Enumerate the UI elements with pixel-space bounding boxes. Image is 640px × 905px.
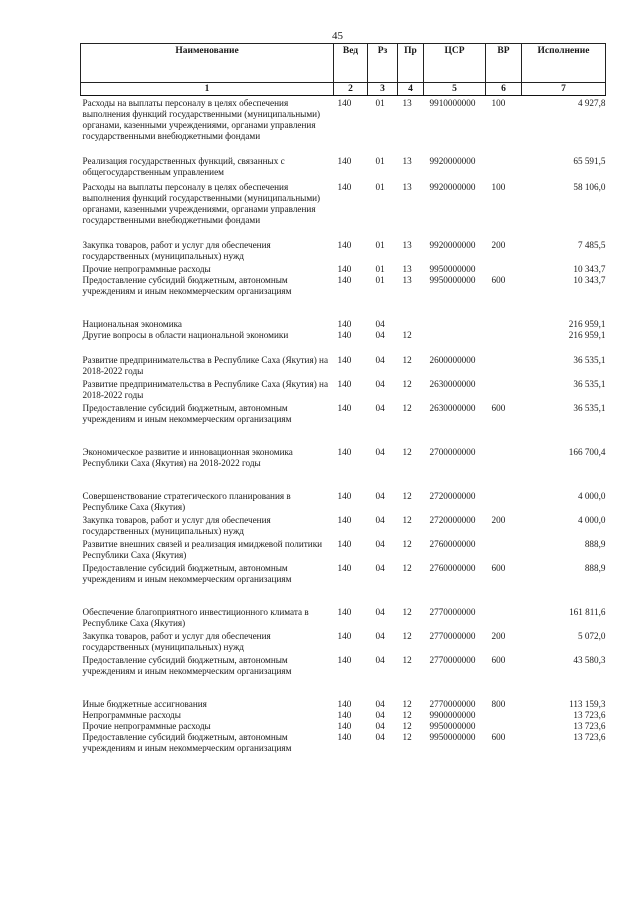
row-rz: 04: [375, 607, 385, 617]
row-csr: [424, 297, 486, 330]
row-vr: 600: [491, 732, 506, 742]
row-pr: 12: [402, 699, 412, 709]
row-csr: 9920000000: [429, 240, 476, 250]
table-row: [81, 297, 606, 330]
row-pr: 12: [402, 655, 412, 665]
row-pr: [398, 297, 424, 330]
column-index: 2: [334, 83, 368, 96]
row-vr: 600: [491, 275, 506, 285]
row-vr: [486, 142, 522, 178]
table-row: [81, 425, 606, 469]
row-amount: 4 000,0: [577, 491, 606, 501]
row-amount: 36 535,1: [573, 379, 606, 389]
row-ved: 140: [337, 491, 352, 501]
row-csr: 2600000000: [429, 355, 476, 365]
row-pr: 12: [402, 710, 412, 720]
table-row: [81, 653, 606, 677]
row-name: Развитие предпринимательства в Республике Саха (Якутия) на 2018-2022 годы: [82, 355, 329, 376]
row-name: Национальная экономика: [82, 319, 183, 329]
table-row: [81, 469, 606, 513]
row-ved: 140: [337, 319, 352, 329]
column-index: 1: [81, 83, 334, 96]
row-rz: 04: [375, 710, 385, 720]
row-ved: 140: [337, 182, 352, 192]
header-csr: ЦСР: [424, 44, 486, 83]
table-row: [81, 142, 606, 178]
row-ved: 140: [337, 607, 352, 617]
row-rz: 04: [375, 563, 385, 573]
row-ved: 140: [337, 732, 352, 742]
page-number-text: 45: [332, 30, 343, 42]
table-row: [81, 341, 606, 377]
row-pr: 12: [402, 447, 412, 457]
row-pr: 12: [402, 631, 412, 641]
row-name: Другие вопросы в области национальной экономики: [82, 330, 289, 340]
row-pr: 12: [402, 355, 412, 365]
row-rz: 04: [375, 515, 385, 525]
row-name: Закупка товаров, работ и услуг для обеспечения государственных (муниципальных) нужд: [82, 240, 271, 261]
row-csr: 2700000000: [429, 447, 476, 457]
table-row: [81, 710, 606, 721]
row-rz: 04: [375, 655, 385, 665]
row-vr: 200: [491, 631, 506, 641]
row-pr: 12: [402, 539, 412, 549]
row-pr: 12: [402, 491, 412, 501]
row-amount: 4 927,8: [577, 98, 606, 108]
row-ved: 140: [337, 98, 352, 108]
row-csr: 2630000000: [429, 403, 476, 413]
column-index: 3: [368, 83, 398, 96]
row-vr: 600: [491, 403, 506, 413]
row-vr: [486, 262, 522, 275]
row-rz: 01: [375, 275, 385, 285]
row-vr: 200: [491, 515, 506, 525]
row-pr: 12: [402, 403, 412, 413]
row-name: Расходы на выплаты персоналу в целях обеспечения выполнения функций государственными (муниципальными) органами, казенными учреждениями, органами управления государственными внебюджетными фондами: [82, 182, 321, 225]
row-pr: 13: [402, 264, 412, 274]
row-vr: [486, 377, 522, 401]
row-amount: 4 000,0: [577, 515, 606, 525]
row-rz: 01: [375, 264, 385, 274]
row-pr: 13: [402, 98, 412, 108]
row-rz: 04: [375, 319, 385, 329]
row-pr: 13: [402, 182, 412, 192]
header-ved: Вед: [334, 44, 368, 83]
row-name: Предоставление субсидий бюджетным, автономным учреждениям и иным некоммерческим организациям: [82, 403, 292, 424]
row-amount: 7 485,5: [577, 240, 606, 250]
row-amount: 65 591,5: [573, 156, 606, 166]
column-index-row: [81, 83, 606, 96]
row-vr: [486, 341, 522, 377]
page-number: [0, 30, 640, 42]
row-pr: 13: [402, 156, 412, 166]
row-rz: 01: [375, 240, 385, 250]
row-amount: 36 535,1: [573, 403, 606, 413]
row-name: Прочие непрограммные расходы: [82, 721, 211, 731]
row-vr: 100: [491, 98, 506, 108]
table-row: [81, 677, 606, 710]
row-csr: 2770000000: [429, 699, 476, 709]
column-index: 5: [424, 83, 486, 96]
row-ved: 140: [337, 539, 352, 549]
row-amount: 13 723,6: [573, 732, 606, 742]
header-pr: Пр: [398, 44, 424, 83]
row-vr: 100: [491, 182, 506, 192]
row-vr: 200: [491, 240, 506, 250]
row-vr: [486, 330, 522, 341]
row-vr: [486, 297, 522, 330]
row-name: Непрограммные расходы: [82, 710, 181, 720]
row-name: Реализация государственных функций, связанных с общегосударственным управлением: [82, 156, 285, 177]
row-csr: 2770000000: [429, 631, 476, 641]
row-rz: 04: [375, 631, 385, 641]
row-amount: 216 959,1: [568, 319, 606, 329]
row-ved: 140: [337, 515, 352, 525]
table-header: [81, 44, 606, 96]
row-ved: 140: [337, 631, 352, 641]
row-vr: [486, 710, 522, 721]
header-isp: Исполнение: [522, 44, 606, 83]
table-row: [81, 537, 606, 561]
table-row: [81, 96, 606, 143]
row-ved: 140: [337, 240, 352, 250]
row-name: Развитие предпринимательства в Республике Саха (Якутия) на 2018-2022 годы: [82, 379, 329, 400]
row-rz: 01: [375, 98, 385, 108]
row-csr: 9950000000: [429, 721, 476, 731]
row-amount: 5 072,0: [577, 631, 606, 641]
row-csr: 2760000000: [429, 539, 476, 549]
row-pr: 12: [402, 607, 412, 617]
row-vr: 600: [491, 563, 506, 573]
row-vr: [486, 721, 522, 732]
row-vr: [486, 425, 522, 469]
row-ved: 140: [337, 447, 352, 457]
header-vr: ВР: [486, 44, 522, 83]
row-amount: 888,9: [584, 563, 606, 573]
row-name: Экономическое развитие и инновационная экономика Республики Саха (Якутия) на 2018-2022 годы: [82, 447, 293, 468]
row-amount: 166 700,4: [568, 447, 606, 457]
column-index: 6: [486, 83, 522, 96]
table-row: [81, 377, 606, 401]
row-name: Прочие непрограммные расходы: [82, 264, 211, 274]
table-row: [81, 330, 606, 341]
row-pr: 12: [402, 721, 412, 731]
table-row: [81, 178, 606, 226]
row-ved: 140: [337, 355, 352, 365]
row-name: Развитие внешних связей и реализация имиджевой политики Республики Саха (Якутия): [82, 539, 323, 560]
row-pr: 12: [402, 732, 412, 742]
row-rz: 04: [375, 403, 385, 413]
table-row: [81, 401, 606, 425]
row-rz: 04: [375, 699, 385, 709]
row-ved: 140: [337, 330, 352, 340]
row-vr: [486, 585, 522, 629]
row-rz: 04: [375, 539, 385, 549]
row-pr: 12: [402, 515, 412, 525]
row-rz: 04: [375, 447, 385, 457]
table-row: [81, 561, 606, 585]
row-rz: 04: [375, 330, 385, 340]
row-amount: 113 159,3: [569, 699, 606, 709]
budget-table: [80, 43, 606, 754]
column-index: 7: [522, 83, 606, 96]
table-row: [81, 226, 606, 262]
row-rz: 04: [375, 379, 385, 389]
row-amount: 10 343,7: [573, 275, 606, 285]
row-rz: 01: [375, 156, 385, 166]
row-name: Закупка товаров, работ и услуг для обеспечения государственных (муниципальных) нужд: [82, 515, 271, 536]
row-csr: 2770000000: [429, 655, 476, 665]
row-csr: 9910000000: [429, 98, 476, 108]
table-row: [81, 721, 606, 732]
row-csr: 9900000000: [429, 710, 476, 720]
row-ved: 140: [337, 264, 352, 274]
table-row: [81, 629, 606, 653]
row-csr: 2630000000: [429, 379, 476, 389]
row-ved: 140: [337, 563, 352, 573]
row-csr: 9950000000: [429, 732, 476, 742]
table-body: [81, 96, 606, 755]
row-rz: 04: [375, 721, 385, 731]
row-amount: 10 343,7: [573, 264, 606, 274]
row-name: Предоставление субсидий бюджетным, автономным учреждениям и иным некоммерческим организациям: [82, 275, 292, 296]
table-row: [81, 262, 606, 275]
row-vr: [486, 537, 522, 561]
row-csr: 2720000000: [429, 491, 476, 501]
row-amount: 36 535,1: [573, 355, 606, 365]
row-name: Предоставление субсидий бюджетным, автономным учреждениям и иным некоммерческим организациям: [82, 732, 292, 753]
row-pr: 12: [402, 563, 412, 573]
row-pr: 13: [402, 240, 412, 250]
row-pr: 12: [402, 330, 412, 340]
row-name: Предоставление субсидий бюджетным, автономным учреждениям и иным некоммерческим организациям: [82, 655, 292, 676]
row-amount: 13 723,6: [573, 710, 606, 720]
table-row: [81, 732, 606, 754]
row-ved: 140: [337, 379, 352, 389]
row-name: Закупка товаров, работ и услуг для обеспечения государственных (муниципальных) нужд: [82, 631, 271, 652]
table-row: [81, 585, 606, 629]
row-vr: 600: [491, 655, 506, 665]
row-ved: 140: [337, 275, 352, 285]
row-rz: 04: [375, 355, 385, 365]
row-csr: 9920000000: [429, 182, 476, 192]
row-amount: 161 811,6: [569, 607, 606, 617]
row-vr: [486, 469, 522, 513]
row-ved: 140: [337, 403, 352, 413]
row-csr: [424, 330, 486, 341]
row-amount: 216 959,1: [568, 330, 606, 340]
row-amount: 43 580,3: [573, 655, 606, 665]
row-amount: 58 106,0: [573, 182, 606, 192]
row-ved: 140: [337, 721, 352, 731]
row-ved: 140: [337, 710, 352, 720]
row-pr: 12: [402, 379, 412, 389]
row-amount: 888,9: [584, 539, 606, 549]
row-amount: 13 723,6: [573, 721, 606, 731]
row-pr: 13: [402, 275, 412, 285]
row-name: Обеспечение благоприятного инвестиционного климата в Республике Саха (Якутия): [82, 607, 309, 628]
column-index: 4: [398, 83, 424, 96]
row-csr: 2760000000: [429, 563, 476, 573]
table-row: [81, 275, 606, 297]
row-csr: 9950000000: [429, 264, 476, 274]
row-name: Совершенствование стратегического планирования в Республике Саха (Якутия): [82, 491, 291, 512]
header-rz: Рз: [368, 44, 398, 83]
row-name: Иные бюджетные ассигнования: [82, 699, 207, 709]
row-rz: 04: [375, 732, 385, 742]
row-ved: 140: [337, 699, 352, 709]
table-row: [81, 513, 606, 537]
row-csr: 9920000000: [429, 156, 476, 166]
row-name: Предоставление субсидий бюджетным, автономным учреждениям и иным некоммерческим организациям: [82, 563, 292, 584]
row-rz: 01: [375, 182, 385, 192]
row-ved: 140: [337, 156, 352, 166]
row-csr: 9950000000: [429, 275, 476, 285]
row-csr: 2770000000: [429, 607, 476, 617]
row-name: Расходы на выплаты персоналу в целях обеспечения выполнения функций государственными (муниципальными) органами, казенными учреждениями, органами управления государственными внебюджетными фондами: [82, 98, 321, 141]
row-vr: 800: [491, 699, 506, 709]
header-name: Наименование: [81, 44, 334, 83]
row-rz: 04: [375, 491, 385, 501]
row-csr: 2720000000: [429, 515, 476, 525]
row-ved: 140: [337, 655, 352, 665]
